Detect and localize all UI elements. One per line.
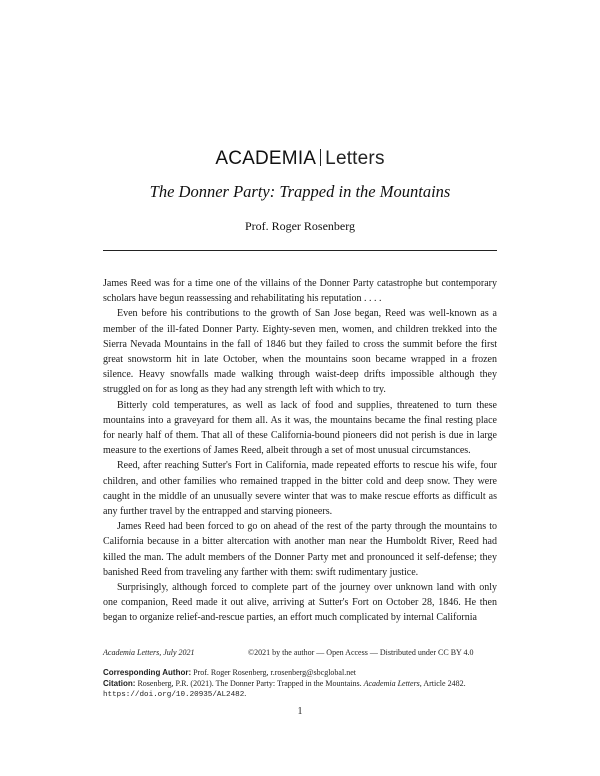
paragraph: Bitterly cold temperatures, as well as lack of food and supplies, threatened to turn these mountains into a graveyard for them all. As it was, the mountains became the final resting place for nearly half of them. That all of these California-bound pioneers did not perish is due in large measure to the exertions of James Reed, albeit through a set of most unusual circumstances. xyxy=(103,399,497,457)
paragraph: James Reed had been forced to go on ahead of the rest of the party through the mountains to California because in a bitter altercation with another man near the Humboldt River, Reed had killed the man. The adult members of the Donner Party met and pronounced it self-defense; they banished Reed from traveling any farther with them: swift rudimentary justice. xyxy=(103,521,497,578)
footer-license: ©2021 by the author — Open Access — Distributed under CC BY 4.0 xyxy=(248,648,474,657)
corresponding-author xyxy=(103,668,497,679)
logo-kind: Letters xyxy=(325,148,385,169)
corresponding-label: Corresponding Author: xyxy=(103,668,192,677)
logo-brand: ACADEMIA xyxy=(215,148,317,169)
paragraph: Surprisingly, although forced to complete part of the journey over unknown land with only one companion, Reed made it out alive, arriving at Sutter's Fort on October 28, 1846. He then began to organize relief-and-rescue parties, an effort much complicated by internal California xyxy=(103,582,497,624)
article-body xyxy=(103,276,497,626)
citation-doi-link[interactable]: https://doi.org/10.20935/AL2482 xyxy=(103,691,245,699)
article-title: The Donner Party: Trapped in the Mountains xyxy=(149,182,451,201)
citation-text: Rosenberg, P.R. (2021). The Donner Party: Trapped in the Mountains. xyxy=(137,678,362,688)
corresponding-value: Prof. Roger Rosenberg, r.rosenberg@sbcglobal.net xyxy=(193,668,356,677)
page-number: 1 xyxy=(297,706,303,717)
footer-citation-block xyxy=(103,668,497,701)
footer-journal: Academia Letters, July 2021 xyxy=(103,648,195,657)
citation-end: . xyxy=(244,689,247,698)
academia-letters-logo xyxy=(0,148,600,170)
article-author: Prof. Roger Rosenberg xyxy=(244,219,356,233)
paragraph: James Reed was for a time one of the villains of the Donner Party catastrophe but contemporary scholars have begun reassessing and rehabilitating his reputation . . . . xyxy=(103,278,497,305)
citation xyxy=(103,679,497,701)
citation-article: , Article 2482. xyxy=(419,678,466,688)
paragraph: Even before his contributions to the growth of San Jose began, Reed was well-known as a member of the ill-fated Donner Party. Eighty-seven men, women, and children trekked into the Sierra Nevada Mountains in the fall of 1846 but they failed to cross the summit before the first great snowstorm hit in late October, when the mountains soon became wrapped in a frozen silence. Heavy snowfalls made walking through waist-deep drifts impossible although they struggled on for as long as they had any strength left with which to try. xyxy=(103,308,497,396)
citation-label: Citation: xyxy=(103,678,136,688)
logo-divider xyxy=(320,149,321,166)
header-divider xyxy=(103,250,497,251)
paragraph: Reed, after reaching Sutter's Fort in California, made repeated efforts to rescue his wife, four children, and other families who remained trapped in the bitter cold and deep snow. They were caught in the middle of an unusually severe winter that was to make rescue efforts as difficult as any further travel by the entrapped and starving pioneers. xyxy=(103,460,497,518)
citation-journal: Academia Letters xyxy=(363,678,420,688)
